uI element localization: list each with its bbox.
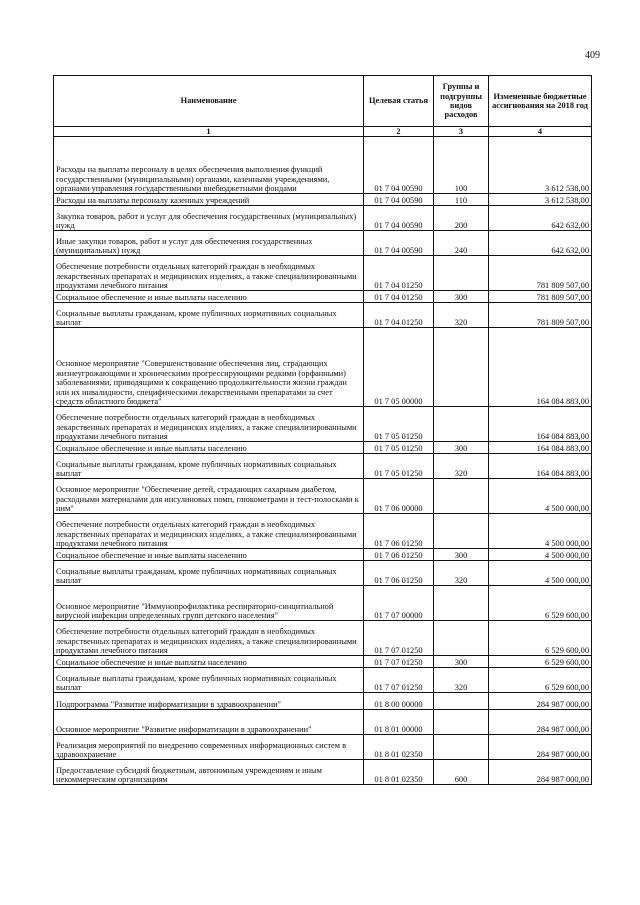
header-target: Целевая статья (364, 76, 434, 127)
row-amount: 781 809 507,00 (489, 291, 592, 303)
row-target-code: 01 7 06 01250 (364, 514, 434, 549)
column-index: 3 (434, 127, 489, 137)
table-row (54, 760, 592, 785)
row-expense-group (434, 407, 489, 442)
row-name: Реализация мероприятий по внедрению современных информационных систем в здравоохранение (54, 735, 364, 760)
row-expense-group: 300 (434, 549, 489, 561)
table-row (54, 454, 592, 479)
row-expense-group (434, 710, 489, 735)
row-amount: 781 809 507,00 (489, 256, 592, 291)
page-number: 409 (585, 50, 600, 61)
row-expense-group: 320 (434, 668, 489, 693)
row-amount: 164 084 883,00 (489, 328, 592, 407)
table-row (54, 710, 592, 735)
row-expense-group: 320 (434, 561, 489, 586)
column-index: 1 (54, 127, 364, 137)
row-amount: 4 500 000,00 (489, 561, 592, 586)
table-row (54, 668, 592, 693)
row-name: Предоставление субсидий бюджетным, автономным учреждениям и иным некоммерческим организациям (54, 760, 364, 785)
row-expense-group: 320 (434, 303, 489, 328)
table-row (54, 735, 592, 760)
header-groups: Группы и подгруппы видов расходов (434, 76, 489, 127)
table-row (54, 656, 592, 668)
table-row (54, 137, 592, 194)
row-name: Социальные выплаты гражданам, кроме публичных нормативных социальных выплат (54, 668, 364, 693)
row-target-code: 01 7 07 00000 (364, 586, 434, 621)
row-amount: 164 084 883,00 (489, 407, 592, 442)
row-amount: 164 084 883,00 (489, 454, 592, 479)
row-amount: 642 632,00 (489, 206, 592, 231)
row-target-code: 01 8 01 00000 (364, 710, 434, 735)
row-target-code: 01 7 04 01250 (364, 303, 434, 328)
row-target-code: 01 7 06 00000 (364, 479, 434, 514)
row-target-code: 01 7 06 01250 (364, 561, 434, 586)
row-expense-group: 300 (434, 291, 489, 303)
row-expense-group (434, 256, 489, 291)
row-name: Расходы на выплаты персоналу в целях обеспечения выполнения функций государственными (муниципальными) органами, казенными учреждениями, органами управления государственными внебюджетными фондами (54, 137, 364, 194)
table-row (54, 514, 592, 549)
row-amount: 6 529 600,00 (489, 668, 592, 693)
column-index: 4 (489, 127, 592, 137)
row-expense-group (434, 586, 489, 621)
row-name: Социальное обеспечение и иные выплаты населению (54, 291, 364, 303)
row-amount: 4 500 000,00 (489, 549, 592, 561)
table-row (54, 586, 592, 621)
row-name: Обеспечение потребности отдельных категорий граждан в необходимых лекарственных препаратах и медицинских изделиях, а также специализированными продуктами лечебного питания (54, 621, 364, 656)
table-row (54, 303, 592, 328)
row-expense-group (434, 621, 489, 656)
table-row (54, 206, 592, 231)
row-amount: 3 612 538,00 (489, 137, 592, 194)
row-expense-group: 320 (434, 454, 489, 479)
row-expense-group: 240 (434, 231, 489, 256)
column-index-row (54, 127, 592, 137)
row-target-code: 01 7 05 01250 (364, 407, 434, 442)
row-expense-group: 300 (434, 442, 489, 454)
row-amount: 4 500 000,00 (489, 514, 592, 549)
row-target-code: 01 7 05 00000 (364, 328, 434, 407)
row-amount: 284 987 000,00 (489, 693, 592, 710)
column-index: 2 (364, 127, 434, 137)
row-expense-group: 110 (434, 194, 489, 206)
table-row (54, 561, 592, 586)
row-target-code: 01 7 07 01250 (364, 656, 434, 668)
row-amount: 284 987 000,00 (489, 735, 592, 760)
row-name: Социальные выплаты гражданам, кроме публичных нормативных социальных выплат (54, 561, 364, 586)
header-amount: Измененные бюджетные ассигнования на 2018 год (489, 76, 592, 127)
row-name: Закупка товаров, работ и услуг для обеспечения государственных (муниципальных) нужд (54, 206, 364, 231)
row-target-code: 01 7 04 01250 (364, 291, 434, 303)
table-row (54, 231, 592, 256)
table-row (54, 621, 592, 656)
row-amount: 4 500 000,00 (489, 479, 592, 514)
row-expense-group (434, 479, 489, 514)
row-name: Обеспечение потребности отдельных категорий граждан в необходимых лекарственных препаратах и медицинских изделиях, а также специализированными продуктами лечебного питания (54, 407, 364, 442)
row-target-code: 01 7 04 01250 (364, 256, 434, 291)
row-name: Социальные выплаты гражданам, кроме публичных нормативных социальных выплат (54, 454, 364, 479)
table-row (54, 407, 592, 442)
table-row (54, 256, 592, 291)
table-row (54, 291, 592, 303)
row-expense-group: 300 (434, 656, 489, 668)
row-target-code: 01 7 06 01250 (364, 549, 434, 561)
row-name: Обеспечение потребности отдельных категорий граждан в необходимых лекарственных препаратах и медицинских изделиях, а также специализированными продуктами лечебного питания (54, 514, 364, 549)
row-name: Основное мероприятие "Иммунопрофилактика респираторно-синцитиальной вирусной инфекции определенных групп детского населения" (54, 586, 364, 621)
row-name: Социальные выплаты гражданам, кроме публичных нормативных социальных выплат (54, 303, 364, 328)
row-name: Расходы на выплаты персоналу казенных учреждений (54, 194, 364, 206)
table-row (54, 549, 592, 561)
row-target-code: 01 8 00 00000 (364, 693, 434, 710)
row-expense-group (434, 514, 489, 549)
row-target-code: 01 7 07 01250 (364, 621, 434, 656)
row-target-code: 01 7 04 00590 (364, 137, 434, 194)
row-name: Подпрограмма "Развитие информатизации в здравоохранении" (54, 693, 364, 710)
row-target-code: 01 7 04 00590 (364, 206, 434, 231)
row-expense-group: 600 (434, 760, 489, 785)
row-target-code: 01 8 01 02350 (364, 760, 434, 785)
row-name: Социальное обеспечение и иные выплаты населению (54, 549, 364, 561)
row-name: Обеспечение потребности отдельных категорий граждан в необходимых лекарственных препаратах и медицинских изделиях, а также специализированными продуктами лечебного питания (54, 256, 364, 291)
table-row (54, 328, 592, 407)
row-target-code: 01 7 07 01250 (364, 668, 434, 693)
budget-table (53, 75, 592, 785)
row-name: Основное мероприятие "Совершенствование обеспечения лиц, страдающих жизнеугрожающими и хроническими прогрессирующими редкими (орфанными) заболеваниями, приводящими к сокращению продолжительности жизни граждан или их инвалидности, специфическими лекарственными препаратами за счет средств областного бюджета" (54, 328, 364, 407)
row-target-code: 01 8 01 02350 (364, 735, 434, 760)
row-name: Основное мероприятие "Обеспечение детей, страдающих сахарным диабетом, расходными материалами для инсулиновых помп, глюкометрами и тест-полосками к ним" (54, 479, 364, 514)
row-name: Иные закупки товаров, работ и услуг для обеспечения государственных (муниципальных) нужд (54, 231, 364, 256)
row-amount: 284 987 000,00 (489, 710, 592, 735)
table-row (54, 194, 592, 206)
row-expense-group (434, 328, 489, 407)
table-header-row (54, 76, 592, 127)
row-expense-group (434, 693, 489, 710)
row-amount: 6 529 600,00 (489, 656, 592, 668)
row-name: Основное мероприятие "Развитие информатизации в здравоохранении" (54, 710, 364, 735)
row-amount: 781 809 507,00 (489, 303, 592, 328)
row-amount: 6 529 600,00 (489, 586, 592, 621)
table-row (54, 442, 592, 454)
table-row (54, 693, 592, 710)
row-target-code: 01 7 04 00590 (364, 231, 434, 256)
row-amount: 164 084 883,00 (489, 442, 592, 454)
row-amount: 6 529 600,00 (489, 621, 592, 656)
row-amount: 3 612 538,00 (489, 194, 592, 206)
row-expense-group: 200 (434, 206, 489, 231)
row-target-code: 01 7 05 01250 (364, 442, 434, 454)
row-amount: 642 632,00 (489, 231, 592, 256)
row-expense-group (434, 735, 489, 760)
row-name: Социальное обеспечение и иные выплаты населению (54, 442, 364, 454)
row-amount: 284 987 000,00 (489, 760, 592, 785)
row-name: Социальное обеспечение и иные выплаты населению (54, 656, 364, 668)
row-target-code: 01 7 05 01250 (364, 454, 434, 479)
row-expense-group: 100 (434, 137, 489, 194)
header-name: Наименование (54, 76, 364, 127)
row-target-code: 01 7 04 00590 (364, 194, 434, 206)
table-row (54, 479, 592, 514)
